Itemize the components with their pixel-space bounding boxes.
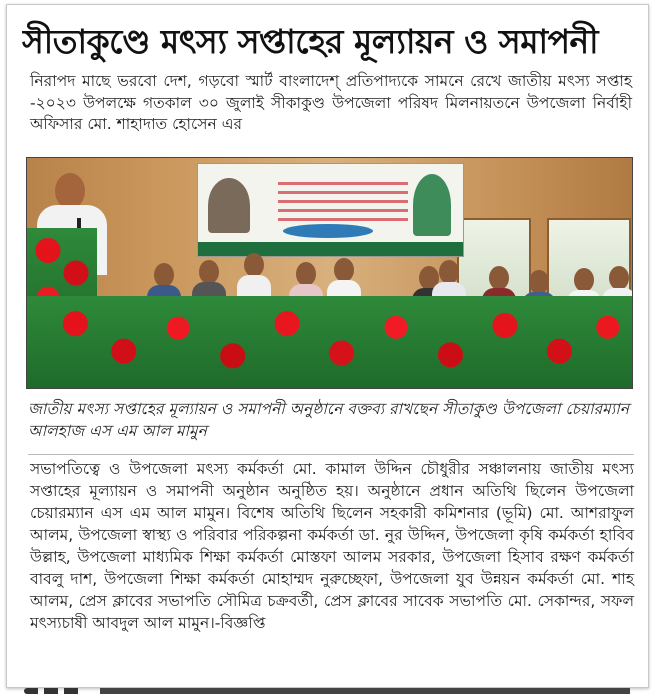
- body-paragraph: সভাপতিত্বে ও উপজেলা মৎস্য কর্মকর্তা মো. কামাল উদ্দিন চৌধুরীর সঞ্চালনায় জাতীয় মৎস্য সপ্তাহের মূল্যায়ন ও সমাপনী অনুষ্ঠান অনুষ্ঠিত হয়। অনুষ্ঠানে প্রধান অতিথি ছিলেন উপজেলা চেয়ারম্যান এস এম আল মামুন। বিশেষ অতিথি ছিলেন সহকারী কমিশনার (ভূমি) মো. আশরাফুল আলম, উপজেলা স্বাস্থ্য ও পরিবার পরিকল্পনা কর্মকর্তা ডা. নুর উদ্দিন, উপজেলা কৃষি কর্মকর্তা হাবিব উল্লাহ, উপজেলা মাধ্যমিক শিক্ষা কর্মকর্তা মোস্তফা আলম সরকার, উপজেলা হিসাব রক্ষণ কর্মকর্তা বাবলু দাশ, উপজেলা শিক্ষা কর্মকর্তা মোহাম্মদ নুরুচ্ছেফা, উপজেলা যুব উন্নয়ন কর্মকর্তা মো. শাহ আলম, প্রেস ক্লাবের সভাপতি সৌমিত্র চক্রবর্তী, প্রেস ক্লাবের সাবেক সভাপতি মো. সেকান্দর, সফল মৎস্যচাষী আবদুল আল মামুন।-বিজ্ঞপ্তি: [30, 460, 634, 632]
- photo-caption: জাতীয় মৎস্য সপ্তাহের মূল্যায়ন ও সমাপনী অনুষ্ঠানে বক্তব্য রাখছেন সীতাকুণ্ড উপজেলা চেয়ারম্যান আলহাজ এস এম আল মামুন: [28, 400, 630, 440]
- banner-text-graphic: [278, 182, 408, 222]
- flower-arrangement: [27, 296, 632, 388]
- page-footer-dots: [24, 688, 84, 694]
- event-photo: [26, 157, 633, 389]
- lead-paragraph: নিরাপদ মাছে ভরবো দেশ, গড়বো স্মার্ট বাংলাদেশ্ প্রতিপাদ্যকে সামনে রেখে জাতীয় মৎস্য সপ্তাহ -২০২৩ উপলক্ষে গতকাল ৩০ জুলাই সীকাকুণ্ড উপজেলা পরিষদ মিলনায়তনে উপজেলা নির্বাহী অফিসার মো. শাহাদাত হোসেন এর: [30, 72, 632, 133]
- divider: [28, 454, 634, 455]
- headline: সীতাকুণ্ডে মৎস্য সপ্তাহের মূল্যায়ন ও সমাপনী: [22, 22, 599, 61]
- audience-person: [237, 253, 271, 301]
- banner-portrait: [413, 174, 451, 236]
- page-footer-bar: [100, 688, 630, 694]
- banner-fish-graphic: [283, 224, 373, 238]
- event-banner: [197, 163, 464, 257]
- banner-portrait: [208, 178, 250, 233]
